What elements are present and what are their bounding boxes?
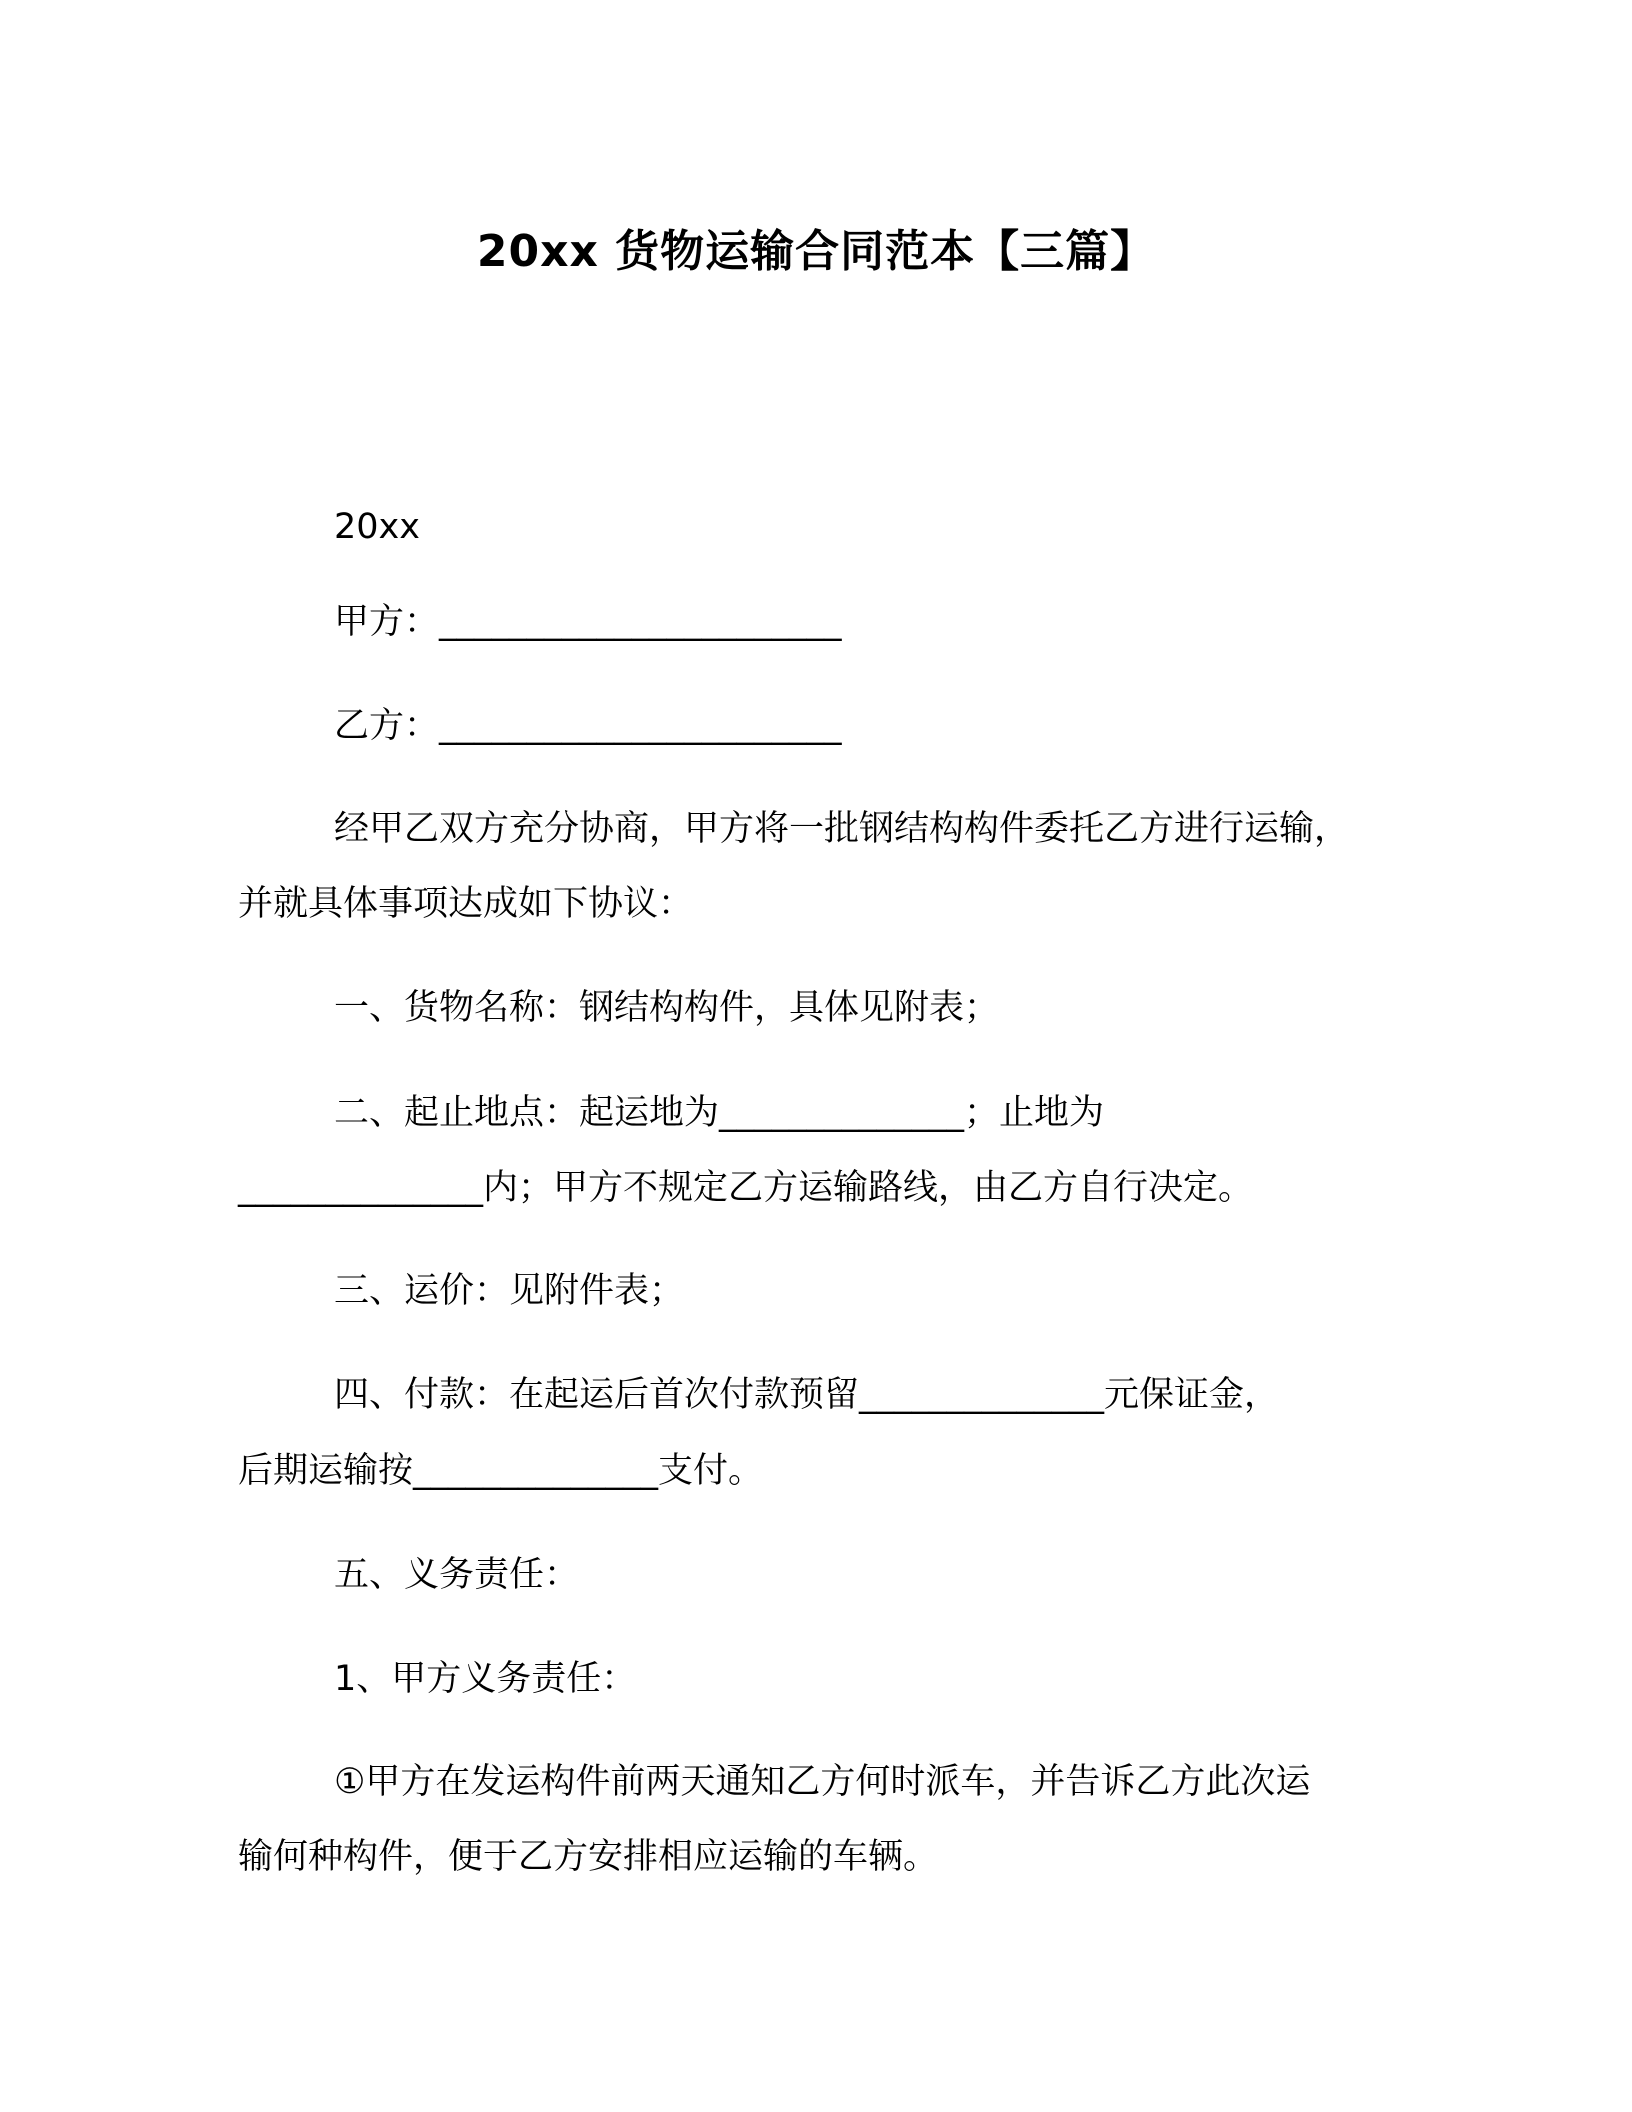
- duty-1-line-2: 输何种构件，便于乙方安排相应运输的车辆。: [238, 1837, 939, 1877]
- duty-1-line-1: ①甲方在发运构件前两天通知乙方何时派车，并告诉乙方此次运: [334, 1762, 1311, 1802]
- clause-2-line-1: 二、起止地点：起运地为______________；止地为: [334, 1093, 1105, 1133]
- intro-paragraph-line-1: 经甲乙双方充分协商，甲方将一批钢结构构件委托乙方进行运输，: [334, 809, 1350, 849]
- clause-3-price: 三、运价：见附件表；: [334, 1271, 685, 1311]
- clause-4-line-2: 后期运输按______________支付。: [238, 1451, 764, 1491]
- clause-5-heading: 五、义务责任：: [334, 1555, 580, 1595]
- clause-1-goods-name: 一、货物名称：钢结构构件，具体见附表；: [334, 988, 1000, 1028]
- party-a-line: 甲方：_______________________: [334, 602, 842, 642]
- clause-2-line-2: ______________内；甲方不规定乙方运输路线，由乙方自行决定。: [238, 1168, 1254, 1208]
- party-b-line: 乙方：_______________________: [334, 706, 842, 746]
- document-title: 20xx 货物运输合同范本【三篇】: [476, 226, 1156, 277]
- intro-paragraph-line-2: 并就具体事项达成如下协议：: [238, 884, 694, 924]
- year-line: 20xx: [334, 507, 420, 547]
- party-a-duties-heading: 1、甲方义务责任：: [334, 1659, 637, 1699]
- clause-4-line-1: 四、付款：在起运后首次付款预留______________元保证金，: [334, 1375, 1280, 1415]
